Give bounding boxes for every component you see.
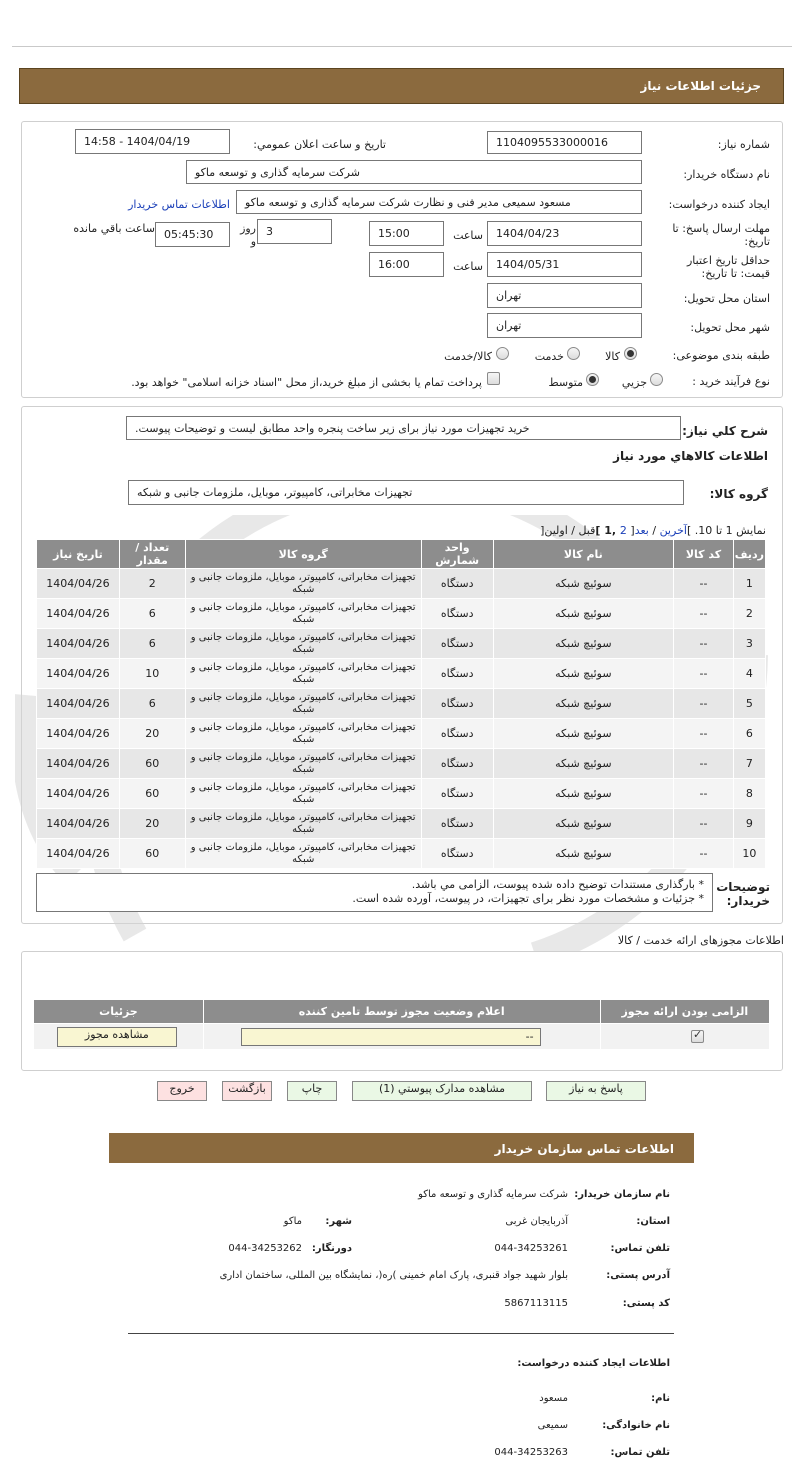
table-row [37,629,766,659]
col-permit-status: اعلام وضعيت مجوز توسط تامين کننده [203,1000,600,1024]
row-name: سوئيچ شبکه [493,719,674,749]
remaining-time-label: ساعت باقي مانده [73,222,155,235]
row-index: 5 [733,689,765,719]
table-row [37,779,766,809]
col-permit-details: جزئيات [34,1000,204,1024]
row-unit: دستگاه [421,689,493,719]
row-code: -- [674,659,734,689]
reply-time-field[interactable]: 15:00 [369,221,444,246]
table-row [37,719,766,749]
col-code: کد کالا [674,540,734,569]
col-unit: واحد شمارش [421,540,493,569]
row-group: تجهيزات مخابراتی، کامپيوتر، موبايل، ملزومات جانبی و شبکه [185,839,421,869]
general-description-field[interactable]: خريد تجهيزات مورد نياز برای زير ساخت پنجره واحد مطابق ليست و توضيحات پيوست. [126,416,681,440]
row-unit: دستگاه [421,659,493,689]
top-divider [12,46,792,47]
phone-label: تلفن تماس: [610,1243,670,1254]
creator-info-title: اطلاعات ايجاد کننده درخواست: [517,1358,670,1369]
back-button[interactable]: بازگشت [222,1081,272,1101]
validity-date-field[interactable]: 1404/05/31 [487,252,642,277]
exit-button[interactable]: خروج [157,1081,207,1101]
items-header-row [37,540,766,569]
buyer-note-line-1: * بارگذاری مستندات توضيح داده شده پيوست، الزامی مي باشد. [411,878,704,891]
pagination-rest: قبل / اولين[ [540,524,596,537]
view-attachments-button[interactable]: مشاهده مدارک پيوستي (1) [352,1081,532,1101]
row-qty: 10 [119,659,185,689]
need-number-field[interactable]: 1104095533000016 [487,131,642,154]
buyer-notes-label: توضيحات خريدار: [716,880,770,908]
row-qty: 60 [119,749,185,779]
category-service-radio[interactable] [567,347,580,360]
row-name: سوئيچ شبکه [493,569,674,599]
row-code: -- [674,599,734,629]
row-code: -- [674,689,734,719]
row-qty: 2 [119,569,185,599]
city-label: شهر: [325,1216,352,1227]
row-index: 9 [733,809,765,839]
creator-field[interactable]: مسعود سميعی مدير فنی و نظارت شرکت سرمايه گذاری و توسعه ماکو [236,190,642,214]
row-group: تجهيزات مخابراتی، کامپيوتر، موبايل، ملزومات جانبی و شبکه [185,809,421,839]
row-date: 1404/04/26 [37,629,120,659]
permits-table [33,999,770,1050]
buyer-contact-title-bar: اطلاعات تماس سازمان خريدار [109,1133,694,1163]
row-group: تجهيزات مخابراتی، کامپيوتر، موبايل، ملزومات جانبی و شبکه [185,629,421,659]
col-date: تاريخ نياز [37,540,120,569]
process-medium-radio[interactable] [586,373,599,386]
pagination-open: [ [626,524,635,537]
category-goods-radio[interactable] [624,347,637,360]
creator-name-label: نام: [651,1393,670,1404]
pagination-info: نمايش 1 تا 10. ] [686,524,766,537]
table-row [37,569,766,599]
buyer-contact-link[interactable]: اطلاعات تماس خريدار [128,198,230,211]
row-name: سوئيچ شبکه [493,629,674,659]
pagination-last-link[interactable]: آخرين [659,524,687,537]
validity-time-field[interactable]: 16:00 [369,252,444,277]
row-name: سوئيچ شبکه [493,809,674,839]
creator-label: ايجاد کننده درخواست: [668,198,770,211]
row-code: -- [674,809,734,839]
row-code: -- [674,569,734,599]
treasury-payment-checkbox[interactable] [487,372,500,385]
check-icon: ✓ [693,1028,703,1041]
row-index: 7 [733,749,765,779]
day-label: روز و [240,222,256,248]
address-label: آدرس پستی: [606,1270,670,1281]
row-name: سوئيچ شبکه [493,749,674,779]
permit-details-cell [34,1024,204,1050]
pagination-page-2[interactable]: 2 [619,524,627,537]
delivery-province-label: استان محل تحويل: [683,292,770,305]
pagination [420,524,766,537]
row-name: سوئيچ شبکه [493,779,674,809]
row-date: 1404/04/26 [37,689,120,719]
category-both-radio[interactable] [496,347,509,360]
process-minor-label: جزيي [621,376,647,389]
table-row [34,1024,770,1050]
row-group: تجهيزات مخابراتی، کامپيوتر، موبايل، ملزومات جانبی و شبکه [185,569,421,599]
permit-status-cell [203,1024,600,1050]
col-permit-required: الزامی بودن ارائه مجوز [600,1000,769,1024]
creator-phone-value: 044-34253263 [494,1447,568,1458]
row-group: تجهيزات مخابراتی، کامپيوتر، موبايل، ملزومات جانبی و شبکه [185,659,421,689]
fax-value: 044-34253262 [228,1243,302,1254]
row-code: -- [674,779,734,809]
category-service-label: خدمت [534,350,564,363]
org-value: شرکت سرمايه گذاری و توسعه ماکو [418,1189,568,1200]
reply-time-label: ساعت [453,229,483,242]
row-code: -- [674,629,734,659]
row-date: 1404/04/26 [37,719,120,749]
items-table [36,539,766,869]
need-number-label: شماره نياز: [717,138,770,151]
postal-label: کد پستی: [622,1298,670,1309]
row-name: سوئيچ شبکه [493,839,674,869]
row-index: 8 [733,779,765,809]
row-group: تجهيزات مخابراتی، کامپيوتر، موبايل، ملزومات جانبی و شبکه [185,689,421,719]
col-index: رديف [733,540,765,569]
permit-status-field[interactable]: -- [241,1028,541,1046]
process-medium-label: متوسط [548,376,583,389]
row-unit: دستگاه [421,839,493,869]
price-validity-label: حداقل تاريخ اعتبار قيمت: تا تاريخ: [686,254,770,280]
row-group: تجهيزات مخابراتی، کامپيوتر، موبايل، ملزومات جانبی و شبکه [185,749,421,779]
creator-name-value: مسعود [539,1393,568,1404]
row-date: 1404/04/26 [37,659,120,689]
remaining-days-field[interactable]: 3 [257,219,332,244]
address-value: بلوار شهيد جواد قنبری، پارک امام خمينی )ره(، نمايشگاه بين المللی، ساختمان اداری [219,1270,568,1281]
pagination-next-link[interactable]: بعد [634,524,649,537]
row-index: 1 [733,569,765,599]
row-unit: دستگاه [421,749,493,779]
row-qty: 6 [119,599,185,629]
row-date: 1404/04/26 [37,839,120,869]
row-date: 1404/04/26 [37,809,120,839]
row-qty: 20 [119,719,185,749]
announce-date-field[interactable]: 1404/04/19 - 14:58 [75,129,230,154]
row-index: 2 [733,599,765,629]
delivery-city-label: شهر محل تحويل: [690,321,770,334]
row-code: -- [674,749,734,779]
row-date: 1404/04/26 [37,569,120,599]
table-row [37,839,766,869]
buyer-note-line-2: * جزئيات و مشخصات مورد نظر برای تجهيزات، در پيوست، آورده شده است. [352,892,704,905]
buyer-notes-box [36,873,713,912]
row-qty: 20 [119,809,185,839]
col-qty: تعداد / مقدار [119,540,185,569]
row-unit: دستگاه [421,779,493,809]
row-index: 4 [733,659,765,689]
pagination-sep: / [648,524,660,537]
category-label: طبقه بندی موضوعی: [672,349,770,362]
announce-date-label: تاريخ و ساعت اعلان عمومي: [253,138,386,151]
view-permit-button[interactable]: مشاهده مجوز [57,1027,177,1047]
org-label: نام سازمان خريدار: [574,1189,670,1200]
row-unit: دستگاه [421,629,493,659]
reply-deadline-label: مهلت ارسال پاسخ: تا تاريخ: [672,222,770,248]
pagination-page-1: ,1 ] [595,524,620,537]
postal-value: 5867113115 [504,1298,568,1309]
remaining-time-field[interactable]: 05:45:30 [155,222,230,247]
print-button[interactable]: چاپ [287,1081,337,1101]
creator-phone-label: تلفن تماس: [610,1447,670,1458]
row-group: تجهيزات مخابراتی، کامپيوتر، موبايل، ملزومات جانبی و شبکه [185,779,421,809]
row-group: تجهيزات مخابراتی، کامپيوتر، موبايل، ملزومات جانبی و شبکه [185,599,421,629]
row-unit: دستگاه [421,569,493,599]
delivery-province-field[interactable]: تهران [487,283,642,308]
table-row [37,689,766,719]
validity-time-label: ساعت [453,260,483,273]
row-name: سوئيچ شبکه [493,599,674,629]
permits-title: اطلاعات مجوزهای ارائه خدمت / کالا [617,934,784,947]
buyer-name-label: نام دستگاه خريدار: [683,168,770,181]
buyer-name-field[interactable]: شرکت سرمايه گذاری و توسعه ماکو [186,160,642,184]
table-row [37,749,766,779]
row-index: 10 [733,839,765,869]
category-goods-label: کالا [605,350,620,363]
delivery-city-field[interactable]: تهران [487,313,642,338]
city-value: ماکو [283,1216,302,1227]
reply-button[interactable]: پاسخ به نياز [546,1081,646,1101]
row-qty: 60 [119,839,185,869]
row-unit: دستگاه [421,809,493,839]
row-qty: 6 [119,629,185,659]
page-title-bar: جزئيات اطلاعات نياز [19,68,784,104]
col-group: گروه کالا [185,540,421,569]
row-date: 1404/04/26 [37,599,120,629]
general-description-label: شرح کلي نياز: [682,424,768,438]
table-row [37,809,766,839]
row-code: -- [674,719,734,749]
permits-header-row [34,1000,770,1024]
row-unit: دستگاه [421,599,493,629]
permit-required-checkbox[interactable] [691,1030,704,1043]
row-date: 1404/04/26 [37,749,120,779]
reply-date-field[interactable]: 1404/04/23 [487,221,642,246]
table-row [37,599,766,629]
creator-family-value: سميعی [537,1420,568,1431]
row-name: سوئيچ شبکه [493,689,674,719]
row-unit: دستگاه [421,719,493,749]
goods-group-label: گروه کالا: [709,487,768,501]
row-qty: 6 [119,689,185,719]
row-index: 6 [733,719,765,749]
phone-value: 044-34253261 [494,1243,568,1254]
permit-required-cell [600,1024,769,1050]
row-qty: 60 [119,779,185,809]
goods-group-field[interactable]: تجهيزات مخابراتی، کامپيوتر، موبايل، ملزومات جانبی و شبکه [128,480,684,505]
goods-info-title: اطلاعات کالاهاي مورد نياز [613,449,768,463]
row-index: 3 [733,629,765,659]
province-value: آذربايجان غربی [505,1216,568,1227]
treasury-payment-note: پرداخت تمام يا بخشی از مبلغ خريد،از محل "اسناد خزانه اسلامی" خواهد بود. [131,376,482,389]
contact-divider [128,1333,674,1334]
row-group: تجهيزات مخابراتی، کامپيوتر، موبايل، ملزومات جانبی و شبکه [185,719,421,749]
fax-label: دورنگار: [311,1243,352,1254]
province-label: استان: [636,1216,670,1227]
row-name: سوئيچ شبکه [493,659,674,689]
row-date: 1404/04/26 [37,779,120,809]
table-row [37,659,766,689]
creator-family-label: نام خانوادگی: [602,1420,670,1431]
process-minor-radio[interactable] [650,373,663,386]
row-code: -- [674,839,734,869]
process-type-label: نوع فرآيند خريد : [692,375,770,388]
category-both-label: کالا/خدمت [444,350,492,363]
col-name: نام کالا [493,540,674,569]
